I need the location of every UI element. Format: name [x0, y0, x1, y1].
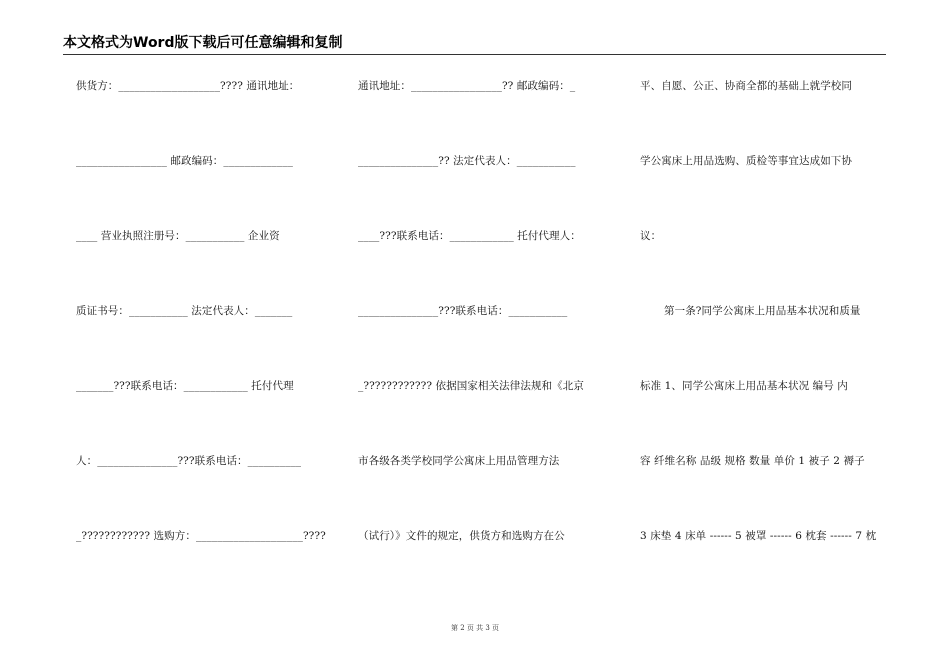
text-line: 学公寓床上用品选购、质检等事宜达成如下协 — [640, 155, 852, 167]
text-line: 第一条?同学公寓床上用品基本状况和质量 — [664, 305, 861, 317]
text-line: ____ 营业执照注册号：___________ 企业资 — [76, 230, 280, 242]
text-line: 市各级各类学校同学公寓床上用品管理方法 — [358, 455, 560, 467]
text-line: （试行）》文件的规定，供货方和选购方在公 — [358, 530, 565, 542]
header-title: 本文格式为Word版下载后可任意编辑和复制 — [63, 35, 343, 51]
text-line: _______________???联系电话：___________ — [358, 305, 568, 317]
text-line: 质证书号：___________ 法定代表人：_______ — [76, 305, 293, 317]
text-line: 议： — [640, 230, 662, 242]
text-line: _???????????? 依据国家相关法律法规和《北京 — [358, 380, 584, 392]
text-line: 标准 1、同学公寓床上用品基本状况 编号 内 — [640, 380, 848, 392]
text-line: _______________?? 法定代表人：___________ — [358, 155, 576, 167]
text-line: 人：_______________???联系电话：__________ — [76, 455, 302, 467]
text-line: _______???联系电话：____________ 托付代理 — [76, 380, 294, 392]
text-line: 3 床垫 4 床单 ------ 5 被罩 ------ 6 枕套 ------ 7 枕 — [640, 530, 877, 542]
page-number: 第 2 页 共 3 页 — [450, 624, 500, 632]
text-line: 通讯地址：_________________?? 邮政编码：_ — [358, 80, 576, 92]
text-line: _???????????? 选购方：____________________???? — [76, 530, 326, 542]
text-line: 容 纤维名称 品级 规格 数量 单价 1 被子 2 褥子 — [640, 455, 865, 467]
text-line: ____???联系电话：____________ 托付代理人： — [358, 230, 581, 242]
text-line: _________________ 邮政编码：_____________ — [76, 155, 293, 167]
text-line: 供货方：___________________???? 通讯地址： — [76, 80, 300, 92]
page-header — [63, 34, 886, 55]
text-line: 平、自愿、公正、协商全都的基础上就学校同 — [640, 80, 852, 92]
